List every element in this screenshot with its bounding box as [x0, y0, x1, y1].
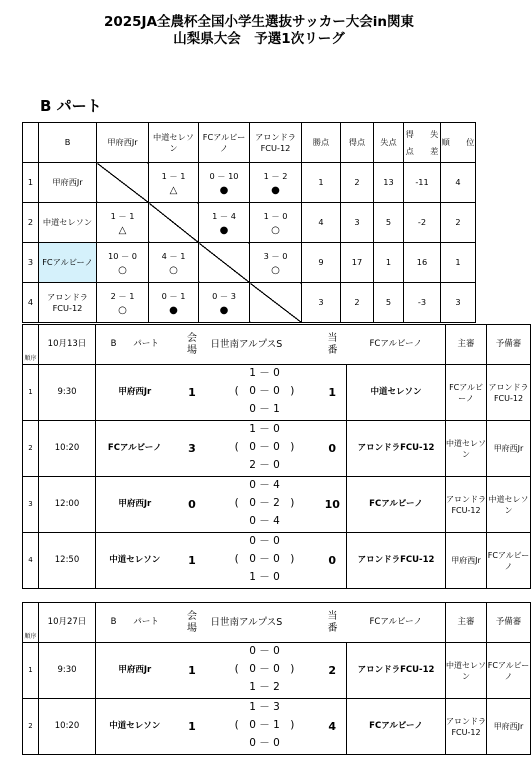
home-score: 1: [174, 365, 211, 421]
duty-label-cell: [319, 325, 347, 365]
second-half-score: 0 － 4: [249, 515, 280, 527]
match-score: 2 － 1: [110, 291, 135, 301]
win-points: 4: [302, 203, 341, 243]
schedule-part-label: B パート: [96, 325, 174, 365]
match-date: 10月27日: [39, 603, 96, 643]
extra-score: ( 0 － 0 ): [234, 441, 295, 453]
row-team-name: アロンドラFCU-12: [39, 283, 97, 323]
match-result-cell: [250, 243, 302, 283]
match-score: 1 － 1: [161, 171, 186, 181]
match-row: [23, 643, 531, 699]
self-match-cell: [199, 243, 250, 283]
reserve-referee: 甲府西Jr: [487, 421, 531, 477]
first-half-score: 0 － 4: [249, 479, 280, 491]
venue-label: 会場: [187, 610, 197, 634]
reserve-referee: FCアルビーノ: [487, 643, 531, 699]
standings-corner: B: [39, 123, 97, 163]
referee-header: 主審: [446, 325, 487, 365]
half-scores: [211, 421, 319, 477]
home-team: 中道セレソン: [96, 533, 174, 589]
result-mark: ●: [219, 185, 229, 196]
reserve-referee: FCアルビーノ: [487, 533, 531, 589]
match-score: 0 － 10: [209, 171, 239, 181]
referee-header: 主審: [446, 603, 487, 643]
second-half-score: 0 － 0: [249, 737, 280, 749]
match-result-cell: [250, 203, 302, 243]
goal-diff-header: [404, 123, 441, 163]
schedule-table-1: [22, 324, 531, 589]
match-score: 1 － 1: [110, 211, 135, 221]
match-score: 1 － 4: [212, 211, 236, 221]
standings-row: [23, 283, 476, 323]
match-score: 1 － 0: [263, 211, 288, 221]
first-half-score: 1 － 0: [249, 367, 280, 379]
away-team: FCアルビーノ: [347, 699, 446, 755]
reserve-referee: アロンドラFCU-12: [487, 365, 531, 421]
match-row: [23, 699, 531, 755]
result-mark: ●: [169, 305, 178, 316]
first-half-score: 1 － 3: [249, 701, 280, 713]
away-team: アロンドラFCU-12: [347, 421, 446, 477]
row-team-name: 中道セレソン: [39, 203, 97, 243]
row-number: 2: [23, 203, 39, 243]
page-subtitle: 山梨県大会 予選1次リーグ: [173, 31, 345, 47]
kickoff-time: 9:30: [39, 643, 96, 699]
away-score: 1: [319, 365, 347, 421]
match-order: 3: [23, 477, 39, 533]
standings-table: [22, 122, 476, 323]
match-result-cell: [97, 283, 149, 323]
goals-for: 3: [341, 203, 374, 243]
away-team: 中道セレソン: [347, 365, 446, 421]
result-mark: ○: [169, 265, 178, 276]
result-mark: ●: [219, 225, 229, 236]
match-score: 3 － 0: [263, 251, 288, 261]
col-team-2: 中道セレソン: [149, 123, 199, 163]
goal-diff-header-top: 得 失: [405, 128, 439, 139]
rank-header: 順 位: [441, 123, 476, 163]
away-team: FCアルビーノ: [347, 477, 446, 533]
match-row: [23, 533, 531, 589]
match-result-cell: [199, 283, 250, 323]
home-team: FCアルビーノ: [96, 421, 174, 477]
result-mark: ○: [118, 305, 127, 316]
result-mark: ○: [271, 265, 280, 276]
home-score: 3: [174, 421, 211, 477]
match-result-cell: [250, 163, 302, 203]
first-half-score: 0 － 0: [249, 535, 280, 547]
row-team-name: 甲府西Jr: [39, 163, 97, 203]
half-scores: [211, 699, 319, 755]
win-points: 3: [302, 283, 341, 323]
referee: 中道セレソン: [446, 643, 487, 699]
rank: 3: [441, 283, 476, 323]
extra-score: ( 0 － 1 ): [234, 719, 295, 731]
referee: アロンドラFCU-12: [446, 699, 487, 755]
schedule-part-label: B パート: [96, 603, 174, 643]
result-mark: △: [169, 185, 178, 196]
row-number: 1: [23, 163, 39, 203]
extra-score: ( 0 － 0 ): [234, 553, 295, 565]
venue-name: 日世南アルプスS: [211, 603, 319, 643]
match-date: 10月13日: [39, 325, 96, 365]
referee: アロンドラFCU-12: [446, 477, 487, 533]
match-order: 2: [23, 699, 39, 755]
rank: 4: [441, 163, 476, 203]
goal-diff: -2: [404, 203, 441, 243]
match-row: [23, 421, 531, 477]
away-score: 2: [319, 643, 347, 699]
referee: 中道セレソン: [446, 421, 487, 477]
goal-diff-header-bottom: 点 差: [405, 145, 439, 156]
match-result-cell: [97, 203, 149, 243]
referee: FCアルビーノ: [446, 365, 487, 421]
away-score: 0: [319, 421, 347, 477]
goal-diff: -3: [404, 283, 441, 323]
result-mark: △: [118, 225, 127, 236]
half-scores: [211, 533, 319, 589]
rank: 1: [441, 243, 476, 283]
standings-row: [23, 243, 476, 283]
result-mark: ●: [219, 305, 229, 316]
part-label: B パート: [40, 97, 102, 115]
match-result-cell: [97, 243, 149, 283]
standings-row: [23, 163, 476, 203]
away-score: 0: [319, 533, 347, 589]
reserve-referee: 中道セレソン: [487, 477, 531, 533]
match-result-cell: [199, 163, 250, 203]
standings-row: [23, 203, 476, 243]
away-team: アロンドラFCU-12: [347, 533, 446, 589]
col-team-3: FCアルビーノ: [199, 123, 250, 163]
match-score: 0 － 3: [212, 291, 236, 301]
goals-against: 5: [374, 283, 404, 323]
win-points: 1: [302, 163, 341, 203]
match-result-cell: [149, 163, 199, 203]
referee: 甲府西Jr: [446, 533, 487, 589]
first-half-score: 1 － 0: [249, 423, 280, 435]
extra-score: ( 0 － 0 ): [234, 385, 295, 397]
kickoff-time: 12:00: [39, 477, 96, 533]
away-score: 4: [319, 699, 347, 755]
goals-against: 1: [374, 243, 404, 283]
second-half-score: 2 － 0: [249, 459, 280, 471]
duty-team: FCアルビーノ: [347, 603, 446, 643]
page-title: 2025JA全農杯全国小学生選抜サッカー大会in関東: [103, 14, 414, 30]
home-score: 1: [174, 699, 211, 755]
goal-diff: 16: [404, 243, 441, 283]
order-header: 順序: [23, 325, 39, 365]
venue-label-cell: [174, 325, 211, 365]
home-score: 0: [174, 477, 211, 533]
match-order: 2: [23, 421, 39, 477]
kickoff-time: 10:20: [39, 421, 96, 477]
first-half-score: 0 － 0: [249, 645, 280, 657]
reserve-referee-header: 予備審: [487, 325, 531, 365]
match-score: 0 － 1: [161, 291, 186, 301]
match-score: 1 － 2: [263, 171, 288, 181]
match-score: 10 － 0: [107, 251, 138, 261]
second-half-score: 1 － 2: [249, 681, 280, 693]
home-team: 甲府西Jr: [96, 477, 174, 533]
goals-for: 2: [341, 283, 374, 323]
away-team: アロンドラFCU-12: [347, 643, 446, 699]
standings-no-header: [23, 123, 39, 163]
match-row: [23, 477, 531, 533]
home-team: 甲府西Jr: [96, 643, 174, 699]
self-match-cell: [97, 163, 149, 203]
match-order: 4: [23, 533, 39, 589]
goal-diff: -11: [404, 163, 441, 203]
rank: 2: [441, 203, 476, 243]
duty-label-cell: [319, 603, 347, 643]
match-order: 1: [23, 365, 39, 421]
kickoff-time: 12:50: [39, 533, 96, 589]
reserve-referee: 甲府西Jr: [487, 699, 531, 755]
schedule-table-2: [22, 602, 531, 755]
home-score: 1: [174, 533, 211, 589]
half-scores: [211, 477, 319, 533]
goals-against-header: 失点: [374, 123, 404, 163]
schedule-header-row: [23, 325, 531, 365]
second-half-score: 1 － 0: [249, 571, 280, 583]
schedule-header-row: [23, 603, 531, 643]
win-points-header: 勝点: [302, 123, 341, 163]
result-mark: ○: [118, 265, 127, 276]
col-team-1: 甲府西Jr: [97, 123, 149, 163]
second-half-score: 0 － 1: [249, 403, 280, 415]
reserve-referee-header: 予備審: [487, 603, 531, 643]
result-mark: ●: [271, 185, 280, 196]
duty-label: 当番: [327, 610, 338, 634]
home-team: 甲府西Jr: [96, 365, 174, 421]
half-scores: [211, 365, 319, 421]
row-number: 4: [23, 283, 39, 323]
goals-for-header: 得点: [341, 123, 374, 163]
standings-header-row: [23, 123, 476, 163]
away-score: 10: [319, 477, 347, 533]
goals-for: 2: [341, 163, 374, 203]
row-number: 3: [23, 243, 39, 283]
goals-for: 17: [341, 243, 374, 283]
extra-score: ( 0 － 2 ): [234, 497, 295, 509]
goals-against: 5: [374, 203, 404, 243]
kickoff-time: 9:30: [39, 365, 96, 421]
self-match-cell: [250, 283, 302, 323]
duty-label: 当番: [327, 332, 338, 356]
home-team: 中道セレソン: [96, 699, 174, 755]
match-row: [23, 365, 531, 421]
venue-label-cell: [174, 603, 211, 643]
duty-team: FCアルビーノ: [347, 325, 446, 365]
match-result-cell: [199, 203, 250, 243]
extra-score: ( 0 － 0 ): [234, 663, 295, 675]
match-order: 1: [23, 643, 39, 699]
match-result-cell: [149, 243, 199, 283]
venue-label: 会場: [187, 332, 197, 356]
match-score: 4 － 1: [161, 251, 186, 261]
win-points: 9: [302, 243, 341, 283]
result-mark: ○: [271, 225, 280, 236]
self-match-cell: [149, 203, 199, 243]
home-score: 1: [174, 643, 211, 699]
kickoff-time: 10:20: [39, 699, 96, 755]
col-team-4: アロンドラFCU-12: [250, 123, 302, 163]
order-header: 順序: [23, 603, 39, 643]
row-team-name: FCアルビーノ: [39, 243, 97, 283]
venue-name: 日世南アルプスS: [211, 325, 319, 365]
match-result-cell: [149, 283, 199, 323]
half-scores: [211, 643, 319, 699]
goals-against: 13: [374, 163, 404, 203]
